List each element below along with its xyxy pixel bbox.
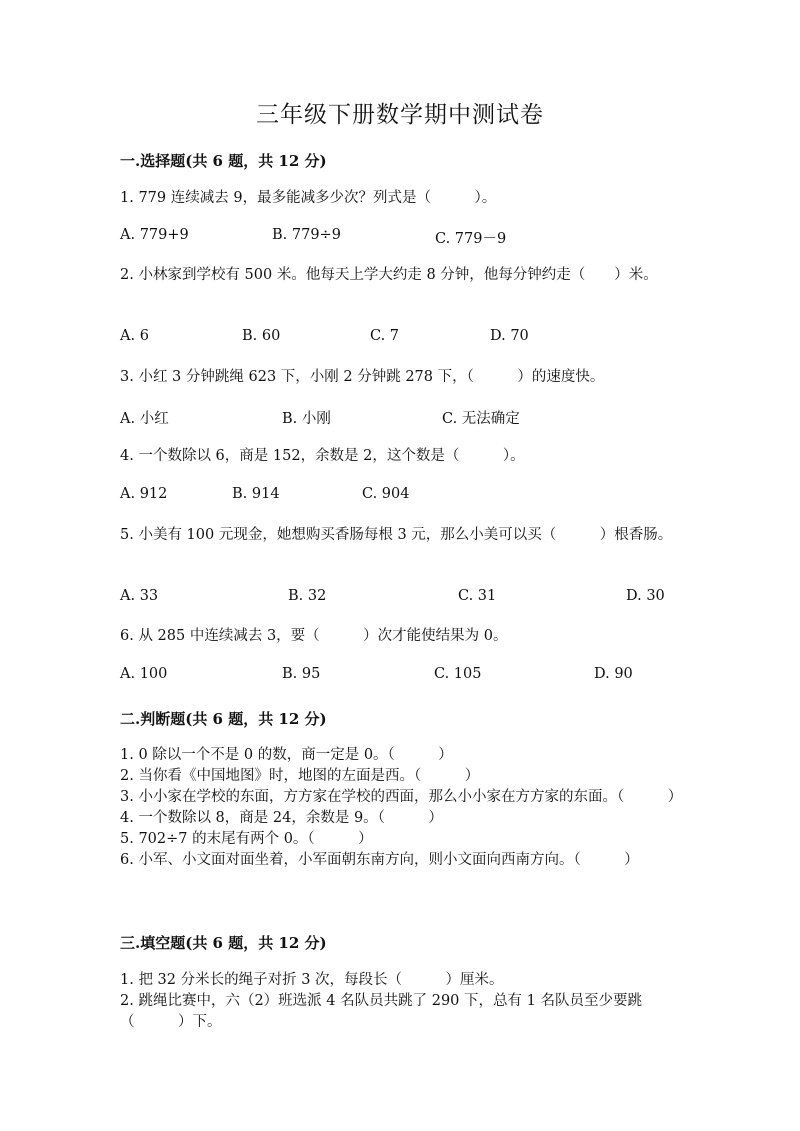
option-d: D. 70	[490, 328, 529, 344]
judgment-item: 2. 当你看《中国地图》时，地图的左面是西。（ ）	[120, 768, 480, 784]
option-d: D. 30	[626, 588, 665, 604]
option-c: C. 7	[370, 328, 400, 344]
options-3	[120, 407, 680, 427]
option-b: B. 914	[232, 486, 280, 502]
page-title: 三年级下册数学期中测试卷	[256, 102, 544, 128]
option-c: C. 31	[458, 588, 497, 604]
option-b: B. 60	[242, 328, 281, 344]
option-b: B. 32	[288, 588, 327, 604]
judgment-item: 1. 0 除以一个不是 0 的数，商一定是 0。（ ）	[120, 747, 453, 763]
option-c: C. 779－9	[435, 231, 507, 247]
question-5: 5. 小美有 100 元现金，她想购买香肠每根 3 元，那么小美可以买（ ）根香肠。	[120, 527, 673, 543]
judgment-item: 4. 一个数除以 8，商是 24，余数是 9。（ ）	[120, 810, 443, 826]
judgment-item: 6. 小军、小文面对面坐着，小军面朝东南方向，则小文面向西南方向。（ ）	[120, 852, 639, 868]
option-a: A. 779+9	[120, 227, 189, 243]
option-b: B. 小刚	[282, 411, 331, 427]
options-5	[120, 588, 680, 608]
option-a: A. 6	[120, 328, 149, 344]
option-a: A. 33	[120, 588, 159, 604]
options-1	[120, 227, 680, 247]
section-heading-choice: 一.选择题(共 6 题，共 12 分)	[120, 152, 327, 170]
option-a: A. 100	[120, 666, 168, 682]
question-1: 1. 779 连续减去 9，最多能减多少次？列式是（ ）。	[120, 190, 497, 206]
option-c: C. 无法确定	[442, 411, 520, 427]
option-b: B. 779÷9	[272, 227, 341, 243]
option-c: C. 904	[362, 486, 410, 502]
judgment-list	[120, 745, 685, 871]
option-d: D. 90	[594, 666, 633, 682]
options-2	[120, 328, 680, 348]
question-2: 2. 小林家到学校有 500 米。他每天上学大约走 8 分钟，他每分钟约走（ ）米。	[120, 267, 658, 283]
judgment-item: 5. 702÷7 的末尾有两个 0。（ ）	[120, 831, 373, 847]
option-a: A. 912	[120, 486, 168, 502]
options-6	[120, 666, 680, 686]
option-c: C. 105	[434, 666, 482, 682]
section-heading-fill-blank: 三.填空题(共 6 题，共 12 分)	[120, 934, 327, 952]
fill-blank-item: 1. 把 32 分米长的绳子对折 3 次，每段长（ ）厘米。	[120, 972, 504, 988]
question-4: 4. 一个数除以 6，商是 152，余数是 2，这个数是（ ）。	[120, 448, 525, 464]
option-a: A. 小红	[120, 411, 169, 427]
question-3: 3. 小红 3 分钟跳绳 623 下，小刚 2 分钟跳 278 下，（ ）的速度快。	[120, 369, 605, 385]
fill-blank-list	[120, 970, 685, 1033]
question-6: 6. 从 285 中连续减去 3，要（ ）次才能使结果为 0。	[120, 628, 508, 644]
judgment-item: 3. 小小家在学校的东面，方方家在学校的西面，那么小小家在方方家的东面。（ ）	[120, 789, 683, 805]
fill-blank-item: 2. 跳绳比赛中，六（2）班选派 4 名队员共跳了 290 下，总有 1 名队员至少要跳（ ）下。	[120, 993, 642, 1030]
options-4	[120, 486, 680, 506]
option-b: B. 95	[282, 666, 321, 682]
section-heading-judgment: 二.判断题(共 6 题，共 12 分)	[120, 710, 327, 728]
